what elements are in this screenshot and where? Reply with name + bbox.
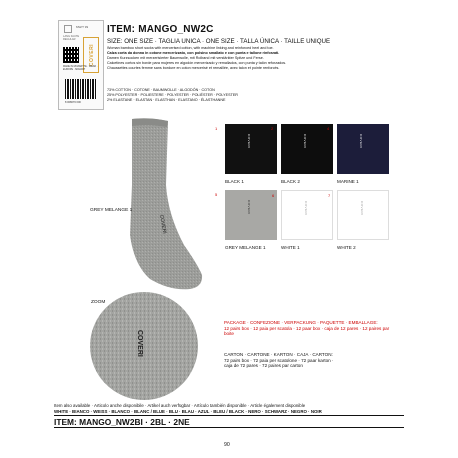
item-title: ITEM: MANGO_NW2C [107, 24, 214, 35]
description-line: Damen Kurzsocken mit merzerisierter Baumwolle, mit Rollrand mit verstärkter Spitze und Ferse. [107, 56, 264, 60]
swatch-marine-1 [327, 124, 389, 174]
sock-image [110, 115, 220, 293]
swatch-white-1 [272, 190, 333, 240]
swatch-brand: COVERI [303, 134, 307, 149]
size-line: SIZE: ONE SIZE · TAGLIA UNICA · ONE SIZE · TALLA ÚNICA · TAILLE UNIQUE [107, 38, 331, 45]
carton-heading: CARTON · CARTONE · KARTON · CAJA · CARTON: [224, 352, 333, 357]
sock-shape [130, 118, 202, 289]
swatch-black-2 [271, 124, 333, 174]
carton-info [224, 352, 390, 369]
package-detail: 12 pairs box · 12 paia per scatola · 12 paar box · caja de 12 pares · 12 paires par boite [224, 325, 390, 337]
carton-detail: 72 pairs box · 72 paia per scatolone · 72 paar karton · [224, 357, 334, 363]
package-heading: PACKAGE · CONFEZIONE · VERPACKUNG · PAQUETTE · EMBALLAGE: [224, 320, 378, 325]
swatch-label: WHITE 2 [337, 245, 356, 250]
swatch-number: 7 [328, 193, 331, 198]
description [107, 46, 407, 71]
swatch-brand: COVERI [247, 200, 251, 215]
swatch-white-2 [328, 190, 389, 240]
brand-logo-text: COVERI [89, 43, 95, 67]
composition-line: 2% ELASTANE · ELASTAN · ELASTHAN · ELASTANO · ÉLASTHANNE [107, 98, 226, 102]
also-available-heading: Item also available · Articolo anche disponibile · Artikel auch verfügbar · Artículo también disponible · Article également disponible [54, 403, 306, 408]
description-line: Chaussettes courtes femme sans bordure en coton mercerisé et remaillée, avec talon et pointe renforcés. [107, 66, 280, 70]
swatch-brand: COVERI [360, 201, 364, 216]
composition [107, 88, 387, 103]
checkbox-square [64, 25, 72, 33]
composition-line: 25% POLYESTER · POLIESTERE · POLYESTER · POLIÉSTER · POLYESTER [107, 93, 238, 97]
barcode [65, 79, 97, 99]
also-available [54, 403, 414, 414]
also-available-colors: WHITE · BIANCO · WEISS · BLANCO · BLANC / BLUE · BLU · BLAU · AZUL · BLEU / BLACK · NERO · SCHWARZ · NEGRO · NOIR [54, 408, 322, 414]
composition-line: 73% COTTON · COTONE · BAUMWOLLE · ALGODÓN · COTON [107, 88, 215, 92]
swatch-black-1 [215, 124, 277, 174]
divider [54, 427, 404, 428]
tag-code: MW/T 99 [76, 25, 89, 29]
swatch-label: BLACK 1 [225, 179, 244, 184]
swatch-number: 6 [272, 193, 275, 198]
swatch-number: 1 [215, 126, 218, 131]
swatch-brand: COVERI [304, 201, 308, 216]
description-line: Calcetines cortos sin borde para mujeres en algodón mercerizado y remallados, con punta y talón reforzados. [107, 61, 287, 65]
qr-code [63, 47, 79, 63]
swatch-label: WHITE 1 [281, 245, 300, 250]
sock-brand-text: COVERI [158, 214, 168, 235]
zoom-label: ZOOM [91, 300, 106, 305]
tag-small-text: LANG FAUTE REGULAR [63, 35, 80, 41]
swatch-label: MARINE 1 [337, 179, 359, 184]
product-tag [58, 20, 104, 110]
description-line: Woman bamboo short socks with mercerised cotton, with machine linking and reinforced heel and toe. [107, 46, 274, 50]
swatch-label: BLACK 2 [281, 179, 300, 184]
related-item-code: ITEM: MANGO_NW2BI · 2BL · 2NE [54, 417, 190, 427]
page-number: 90 [224, 442, 230, 448]
zoom-image [88, 290, 200, 402]
sock-label: GREY MELANGE 1 [90, 208, 133, 213]
swatch-number: 2 [271, 126, 274, 131]
tag-made-text: MADE IN MOZARTTE · WEAR · EUROPE · MOZART [63, 65, 98, 71]
swatch-brand: COVERI [359, 134, 363, 149]
package-info [224, 320, 390, 337]
swatch-brand: COVERI [247, 134, 251, 149]
zoom-circle [90, 292, 198, 400]
description-line: Calza corta da donna in cotone mercerizzato, con polsino smallato e con punta e tallone rinforzati. [107, 51, 280, 55]
barcode-number: 8 008076 000 [65, 101, 81, 104]
carton-detail: caja de 72 pares · 72 paires par carton [224, 363, 303, 369]
swatch-number: 5 [215, 192, 218, 197]
swatch-label: GREY MELANGE 1 [225, 245, 266, 250]
swatch-number: 4 [327, 126, 330, 131]
divider [54, 415, 404, 416]
swatch-grey-melange-1 [215, 190, 277, 240]
zoom-brand-text: COVERI [136, 330, 143, 357]
